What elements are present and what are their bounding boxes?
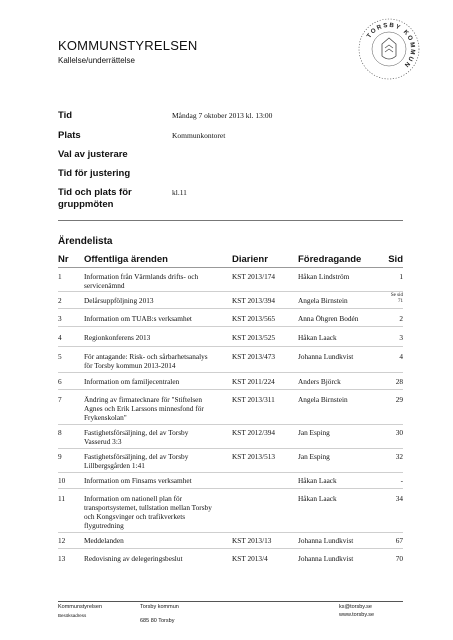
row-6-diarienr: KST 2011/224 xyxy=(232,377,275,386)
row-11-arende-3: och Kongsvinger och trafikverkets xyxy=(84,512,186,521)
footer-divider xyxy=(58,601,403,602)
row-5-nr: 5 xyxy=(58,352,62,361)
meta-label-tid: Tid xyxy=(58,110,73,121)
row-4-diarienr: KST 2013/525 xyxy=(232,333,276,342)
row-divider xyxy=(58,372,403,373)
row-divider xyxy=(58,326,403,327)
row-divider xyxy=(58,308,403,309)
row-2-arende-1: Delårsuppföljning 2013 xyxy=(84,296,154,305)
row-6-arende-1: Information om familjecentralen xyxy=(84,377,180,386)
row-8-arende-2: Vasserud 3:3 xyxy=(84,437,122,446)
meta-label-plats: Plats xyxy=(58,130,81,141)
row-11-arende-1: Information om nationell plan för xyxy=(84,494,183,503)
row-8-arende-1: Fastighetsförsäljning, del av Torsby xyxy=(84,428,189,437)
svg-text:TORSBY KOMMUN: TORSBY KOMMUN xyxy=(365,21,417,70)
row-11-foredragande: Håkan Laack xyxy=(298,494,337,503)
row-divider xyxy=(58,472,403,473)
row-6-nr: 6 xyxy=(58,377,62,386)
row-13-foredragande: Johanna Lundkvist xyxy=(298,554,354,563)
row-5-diarienr: KST 2013/473 xyxy=(232,352,276,361)
row-2-foredragande: Angela Birnstein xyxy=(298,296,348,305)
col-header-arende: Offentliga ärenden xyxy=(84,254,168,265)
page-subtitle: Kallelse/underrättelse xyxy=(58,56,135,65)
col-header-foredragande: Föredragande xyxy=(298,254,362,265)
row-3-diarienr: KST 2013/565 xyxy=(232,314,276,323)
row-9-arende-1: Fastighetsförsäljning, del av Torsby xyxy=(84,452,189,461)
row-4-nr: 4 xyxy=(58,333,62,342)
row-1-foredragande: Håkan Lindström xyxy=(298,272,350,281)
row-divider xyxy=(58,532,403,533)
row-3-nr: 3 xyxy=(58,314,62,323)
col-header-diarienr: Diarienr xyxy=(232,254,268,265)
row-9-foredragande: Jan Esping xyxy=(298,452,330,461)
row-4-sid: 3 xyxy=(399,333,403,342)
row-divider xyxy=(58,291,403,292)
footer-postal: 685 80 Torsby xyxy=(140,618,175,624)
row-divider xyxy=(58,346,403,347)
row-9-arende-2: Lillbergsgården 1:41 xyxy=(84,461,145,470)
row-8-sid: 30 xyxy=(395,428,403,437)
row-1-arende-1: Information från Värmlands drifts- och xyxy=(84,272,199,281)
row-3-arende-1: Information om TUAB:s verksamhet xyxy=(84,314,192,323)
footer-website[interactable]: www.torsby.se xyxy=(339,612,375,618)
row-2-sid: Se sid xyxy=(390,293,403,298)
row-7-arende-1: Ändring av firmatecknare för "Stiftelsen xyxy=(84,395,203,404)
row-10-arende-1: Information om Finsams verksamhet xyxy=(84,476,192,485)
meta-label-justerare: Val av justerare xyxy=(58,149,128,160)
row-divider xyxy=(58,488,403,489)
row-9-sid: 32 xyxy=(395,452,403,461)
row-5-sid: 4 xyxy=(399,352,403,361)
col-header-sid: Sid xyxy=(388,254,403,265)
row-1-arende-2: servicenämnd xyxy=(84,281,125,290)
row-7-foredragande: Angela Birnstein xyxy=(298,395,348,404)
row-7-arende-2: Agnes och Erik Larssons minnesfond för xyxy=(84,404,204,413)
row-12-foredragande: Johanna Lundkvist xyxy=(298,536,354,545)
row-divider xyxy=(58,548,403,549)
row-12-arende-1: Meddelanden xyxy=(84,536,124,545)
row-3-sid: 2 xyxy=(399,314,403,323)
row-2-diarienr: KST 2013/394 xyxy=(232,296,276,305)
row-4-foredragande: Håkan Laack xyxy=(298,333,337,342)
row-12-diarienr: KST 2013/13 xyxy=(232,536,272,545)
divider xyxy=(58,220,403,221)
meta-label-gruppmoten: Tid och plats för xyxy=(58,187,132,198)
header-divider xyxy=(58,267,403,268)
row-8-foredragande: Jan Esping xyxy=(298,428,330,437)
row-5-foredragande: Johanna Lundkvist xyxy=(298,352,354,361)
footer-visit-label: Besöksadress xyxy=(58,613,87,618)
footer-email[interactable]: ks@torsby.se xyxy=(339,604,372,610)
row-6-sid: 28 xyxy=(395,377,403,386)
row-10-foredragande: Håkan Laack xyxy=(298,476,337,485)
row-12-nr: 12 xyxy=(58,536,66,545)
meta-value-tid: Måndag 7 oktober 2013 kl. 13:00 xyxy=(172,111,273,120)
row-11-arende-2: transportsystemet, tullstation mellan Torsby xyxy=(84,503,212,512)
row-10-sid: - xyxy=(400,476,403,485)
row-4-arende-1: Regionkonferens 2013 xyxy=(84,333,151,342)
row-divider xyxy=(58,424,403,425)
row-13-nr: 13 xyxy=(58,554,66,563)
row-11-arende-4: flygutredning xyxy=(84,521,124,530)
row-11-sid: 34 xyxy=(395,494,403,503)
row-5-arende-1: För antagande: Risk- och sårbarhetsanalys xyxy=(84,352,208,361)
section-title: Ärendelista xyxy=(58,236,113,247)
row-6-foredragande: Anders Björck xyxy=(298,377,341,386)
row-2-nr: 2 xyxy=(58,296,62,305)
row-7-nr: 7 xyxy=(58,395,62,404)
footer-org: Kommunstyrelsen xyxy=(58,604,103,610)
page-title: KOMMUNSTYRELSEN xyxy=(58,38,198,53)
meta-value-plats: Kommunkontoret xyxy=(172,131,226,140)
row-1-sid: 1 xyxy=(399,272,403,281)
meta-label-gruppmoten-2: gruppmöten xyxy=(58,199,114,210)
row-7-arende-3: Frykenskolan" xyxy=(84,413,127,422)
col-header-nr: Nr xyxy=(58,254,69,265)
row-9-diarienr: KST 2013/513 xyxy=(232,452,276,461)
row-13-sid: 70 xyxy=(395,554,403,563)
row-3-foredragande: Anna Öhgren Bodén xyxy=(298,314,359,323)
row-9-nr: 9 xyxy=(58,452,62,461)
row-divider xyxy=(58,448,403,449)
footer-municipality: Torsby kommun xyxy=(140,604,179,610)
row-8-nr: 8 xyxy=(58,428,62,437)
row-12-sid: 67 xyxy=(395,536,403,545)
row-11-nr: 11 xyxy=(58,494,66,503)
meta-label-justering: Tid för justering xyxy=(58,168,131,179)
row-13-arende-1: Redovisning av delegeringsbeslut xyxy=(84,554,183,563)
row-5-arende-2: för Torsby kommun 2013-2014 xyxy=(84,361,176,370)
meta-value-gruppmoten: kl.11 xyxy=(172,188,187,197)
row-1-diarienr: KST 2013/174 xyxy=(232,272,276,281)
row-7-diarienr: KST 2013/311 xyxy=(232,395,275,404)
row-1-nr: 1 xyxy=(58,272,62,281)
row-10-nr: 10 xyxy=(58,476,66,485)
row-divider xyxy=(58,389,403,390)
row-7-sid: 29 xyxy=(395,395,403,404)
municipality-seal-icon xyxy=(356,16,422,82)
row-2-sid-page: 71 xyxy=(398,299,403,304)
row-8-diarienr: KST 2012/394 xyxy=(232,428,276,437)
row-13-diarienr: KST 2013/4 xyxy=(232,554,268,563)
